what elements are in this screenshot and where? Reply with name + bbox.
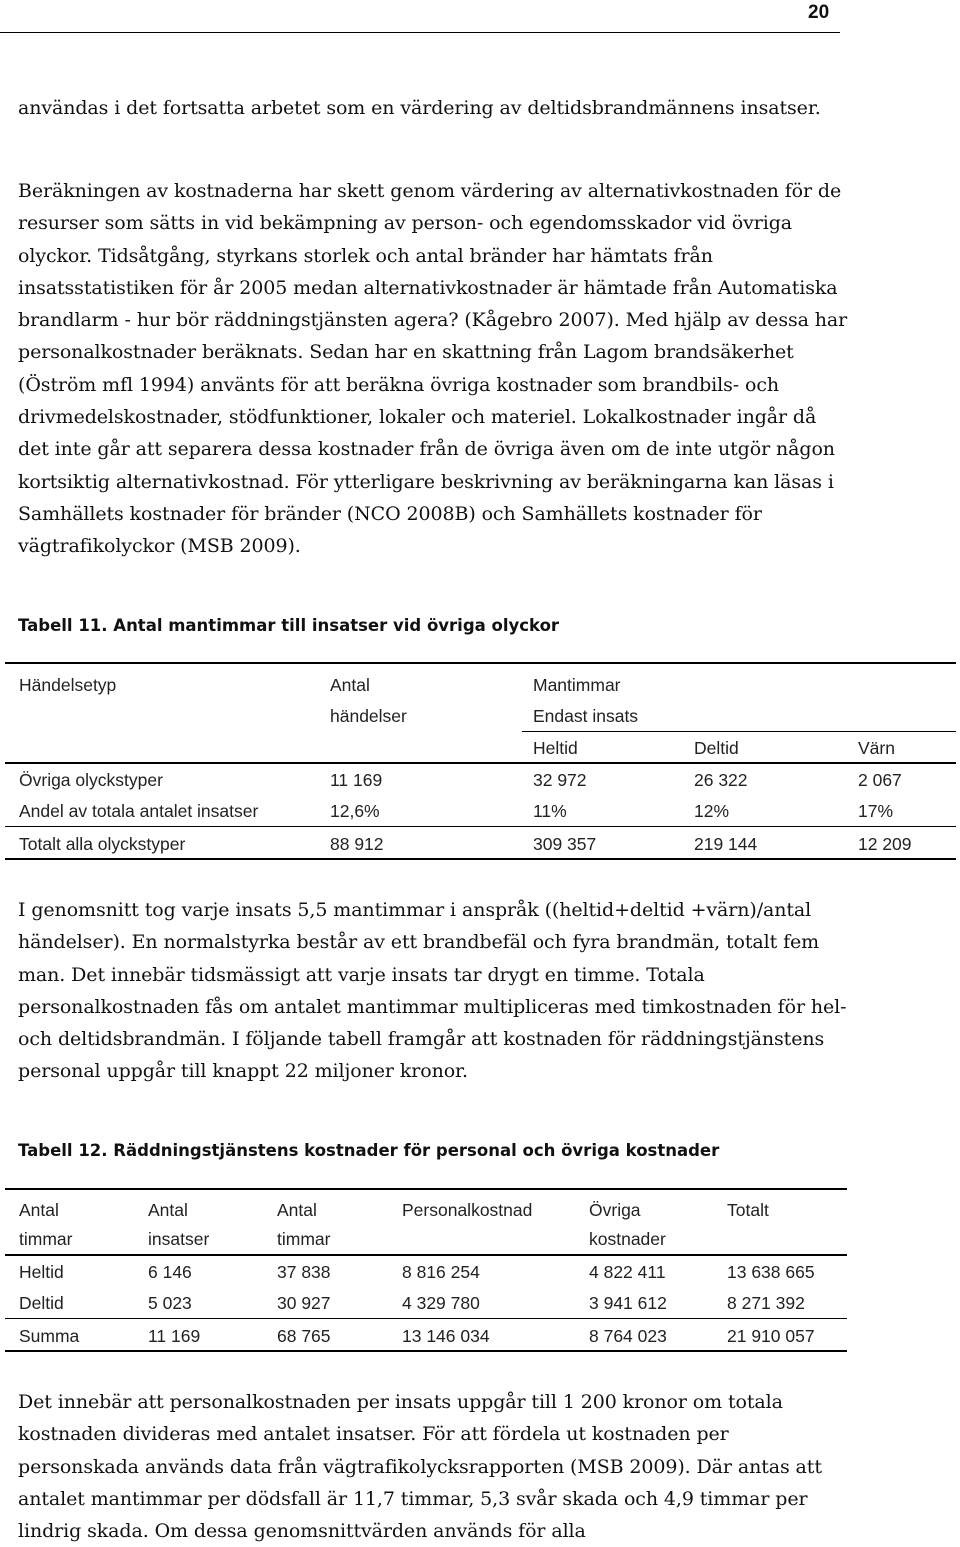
table-12-header-other: Övriga — [589, 1200, 641, 1220]
table-cell: 13 638 665 — [727, 1262, 815, 1282]
table-12-total-rule — [5, 1318, 847, 1319]
table-cell: 8 764 023 — [589, 1326, 667, 1346]
table-cell: 12,6% — [330, 801, 380, 821]
page-header-rule — [0, 0, 840, 33]
table-11-header-volunteer: Värn — [858, 738, 895, 758]
table-cell: Övriga olyckstyper — [19, 770, 163, 790]
table-cell: 4 329 780 — [402, 1293, 480, 1313]
table-cell: 37 838 — [277, 1262, 331, 1282]
table-cell: 68 765 — [277, 1326, 331, 1346]
table-11-bottom-rule — [5, 858, 956, 860]
table-11-header-manhours: Mantimmar — [533, 675, 621, 695]
table-cell: 11 169 — [148, 1326, 201, 1346]
table-cell: 17% — [858, 801, 894, 821]
table-cell: Andel av totala antalet insatser — [19, 801, 259, 821]
table-12-header-personnel-cost: Personalkostnad — [402, 1200, 533, 1220]
table-cell: 12% — [694, 801, 730, 821]
paragraph-method: Beräkningen av kostnaderna har skett genom värdering av alternativkostnaden för de resurser som sätts in vid bekämpning av person- och egendomsskador vid övriga olyckor. Tidsåtgång, styrkans storlek och antal bränder har hämtats från insatsstatistiken för år 2005 medan alternativkostnader är hämtade från Automatiska brandlarm - hur bör räddningstjänsten agera? (Kågebro 2007). Med hjälp av dessa har personalkostnader beräknats. Sedan har en skattning från Lagom brandsäkerhet (Öström mfl 1994) använts för att beräkna övriga kostnader som brandbils- och drivmedelskostnader, stödfunktioner, lokaler och materiel. Lokalkostnader ingår då det inte går att separera dessa kostnader från de övriga även om de inte utgör någon kortsiktig alternativkostnad. För ytterligare beskrivning av beräkningarna kan läsas i Samhällets kostnader för bränder (NCO 2008B) och Samhällets kostnader för vägtrafikolyckor (MSB 2009). — [18, 180, 848, 558]
paragraph-intro: användas i det fortsatta arbetet som en värdering av deltidsbrandmännens insatser. — [18, 97, 821, 119]
table-12-header-responses-line2: insatser — [148, 1229, 210, 1249]
table-cell: 12 209 — [858, 834, 912, 854]
table-11-top-rule — [5, 662, 956, 664]
table-11-header-only-response: Endast insats — [533, 706, 639, 726]
table-cell: 21 910 057 — [727, 1326, 815, 1346]
table-cell: 2 067 — [858, 770, 902, 790]
table-11-header-event-type: Händelsetyp — [19, 675, 117, 695]
table-12-header-rule — [5, 1254, 847, 1256]
table-cell: Summa — [19, 1326, 80, 1346]
table-cell: 4 822 411 — [589, 1262, 666, 1282]
table-12-header-hours-line2: timmar — [19, 1229, 73, 1249]
table-11-group-rule — [522, 731, 956, 732]
table-11-total-rule — [5, 826, 956, 827]
table-12-header-timmar: Antal — [277, 1200, 317, 1220]
table-cell: 88 912 — [330, 834, 384, 854]
table-12-bottom-rule — [5, 1350, 847, 1352]
table-11-header-count-line1: Antal — [330, 675, 370, 695]
table-cell: 26 322 — [694, 770, 748, 790]
table-12-header-responses: Antal — [148, 1200, 188, 1220]
table-cell: Deltid — [19, 1293, 64, 1313]
table-cell: 5 023 — [148, 1293, 192, 1313]
table-11-header-parttime: Deltid — [694, 738, 739, 758]
table-cell: 8 271 392 — [727, 1293, 805, 1313]
table-cell: 11% — [533, 801, 567, 821]
table-cell: 32 972 — [533, 770, 587, 790]
table-cell: 8 816 254 — [402, 1262, 480, 1282]
table-11-caption: Tabell 11. Antal mantimmar till insatser vid övriga olyckor — [18, 616, 560, 635]
table-11-header-rule — [5, 762, 956, 764]
table-cell: 3 941 612 — [589, 1293, 667, 1313]
page-number: 20 — [808, 2, 830, 23]
table-cell: 309 357 — [533, 834, 597, 854]
table-12-header-hours: Antal — [19, 1200, 59, 1220]
table-12-caption: Tabell 12. Räddningstjänstens kostnader för personal och övriga kostnader — [18, 1141, 720, 1160]
table-cell: 30 927 — [277, 1293, 331, 1313]
table-cell: 219 144 — [694, 834, 758, 854]
table-12-top-rule — [5, 1188, 847, 1190]
paragraph-per-response: Det innebär att personalkostnaden per insats uppgår till 1 200 kronor om totala kostnaden divideras med antalet insatser. För att fördela ut kostnaden per personskada används data från vägtrafikolycksrapporten (MSB 2009). Där antas att antalet mantimmar per dödsfall är 11,7 timmar, 5,3 svår skada och 4,9 timmar per lindrig skada. Om dessa genomsnittvärden används för alla — [18, 1391, 822, 1543]
table-cell: 13 146 034 — [402, 1326, 490, 1346]
table-cell: 11 169 — [330, 770, 383, 790]
table-12-header-total: Totalt — [727, 1200, 769, 1220]
table-cell: 6 146 — [148, 1262, 192, 1282]
table-cell: Totalt alla olyckstyper — [19, 834, 186, 854]
table-11-header-fulltime: Heltid — [533, 738, 578, 758]
table-11-header-count-line2: händelser — [330, 706, 407, 726]
table-12-header-other-line2: kostnader — [589, 1229, 666, 1249]
table-12-header-timmar-line2: timmar — [277, 1229, 331, 1249]
table-cell: Heltid — [19, 1262, 64, 1282]
paragraph-average: I genomsnitt tog varje insats 5,5 mantimmar i anspråk ((heltid+deltid +värn)/antal händelser). En normalstyrka består av ett brandbefäl och fyra brandmän, totalt fem man. Det innebär tidsmässigt att varje insats tar drygt en timme. Totala personalkostnaden fås om antalet mantimmar multipliceras med timkostnaden för hel- och deltidsbrandmän. I följande tabell framgår att kostnaden för räddningstjänstens personal uppgår till knappt 22 miljoner kronor. — [18, 899, 847, 1083]
